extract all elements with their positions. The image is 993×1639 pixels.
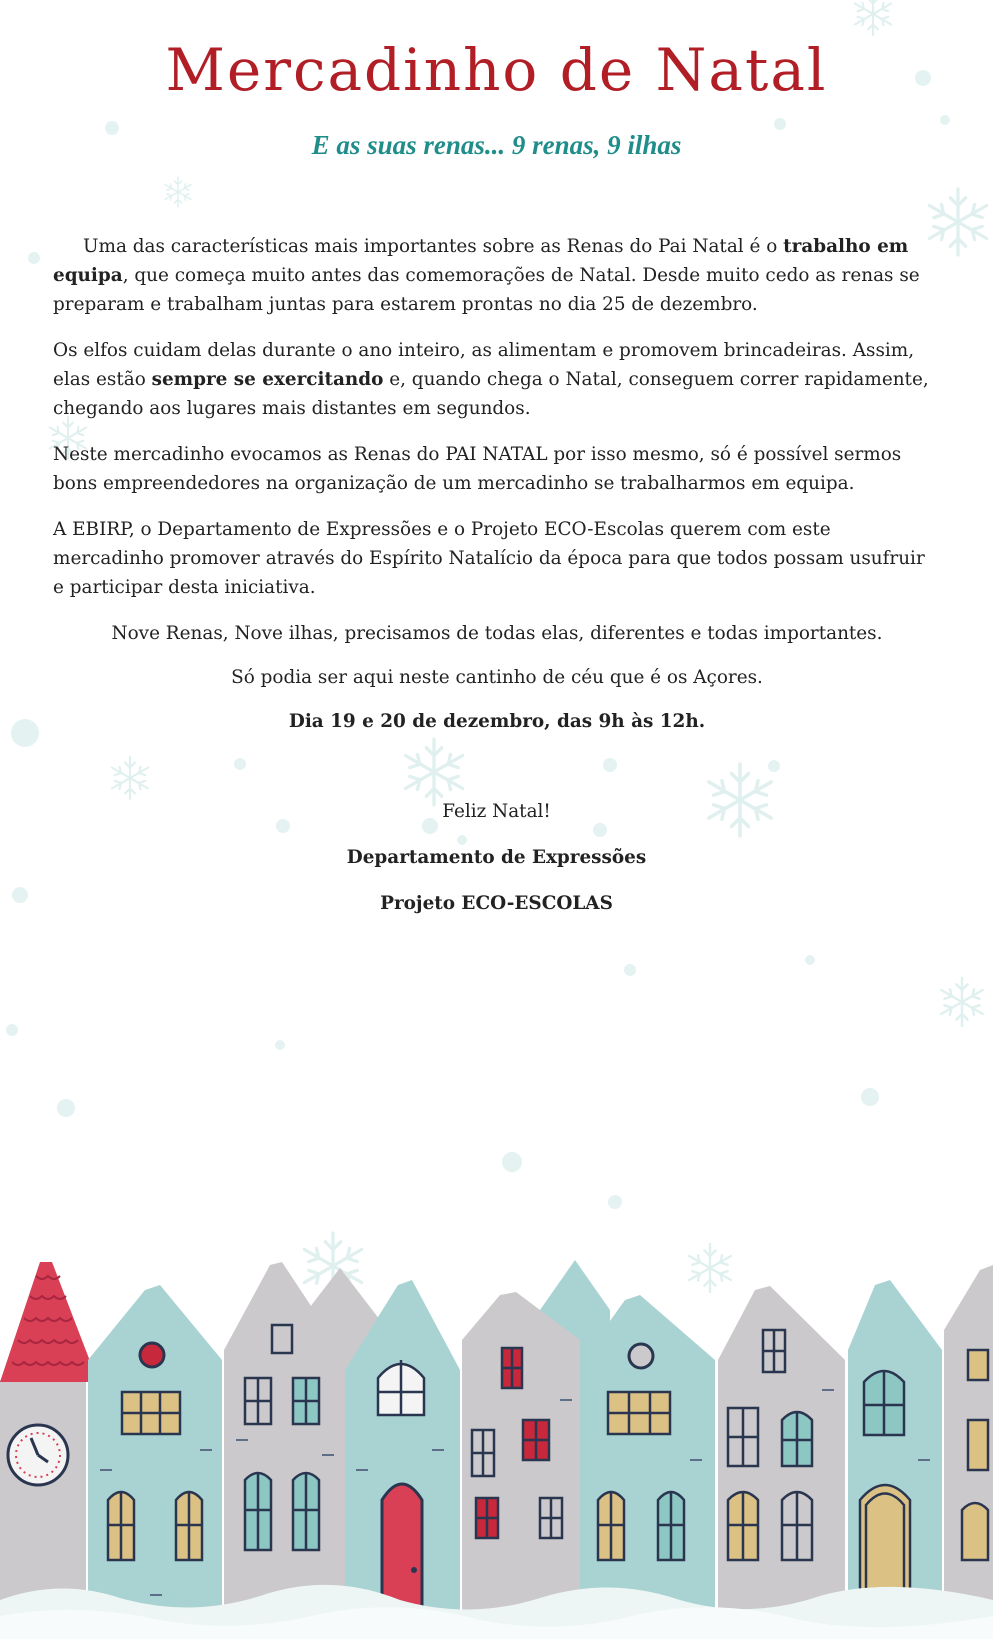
snowflake-icon [112, 757, 148, 799]
emphasis-teamwork: trabalho em equipa [53, 236, 909, 286]
paragraph-organizers: A EBIRP, o Departamento de Expressões e o Projeto ECO-Escolas querem com este mercadinho promover através do Espírito Natalício da época para que todos possam usufruir e participar desta iniciativa. [53, 519, 925, 598]
snowflake-icon [165, 177, 191, 207]
paragraph-nine-reindeer: Nove Renas, Nove ilhas, precisamos de todas elas, diferentes e todas importantes. [111, 623, 883, 644]
paragraph-azores: Só podia ser aqui neste cantinho de céu que é os Açores. [231, 667, 763, 688]
house [462, 1292, 580, 1639]
signature-block [0, 797, 993, 935]
house [88, 1285, 222, 1639]
signature-project: Projeto ECO-ESCOLAS [380, 893, 613, 914]
snowflake-icon [941, 978, 983, 1026]
emphasis-exercise: sempre se exercitando [151, 369, 384, 390]
snowflake-icon [855, 0, 891, 35]
greeting: Feliz Natal! [442, 801, 551, 822]
body-text [53, 232, 941, 751]
paragraph-market: Neste mercadinho evocamos as Renas do PAI NATAL por isso mesmo, só é possível sermos bons empreendedores na organização de um mercadinho se trabalharmos em equipa. [53, 444, 902, 494]
paragraph-teamwork: Uma das características mais importantes sobre as Renas do Pai Natal é o trabalho em equipa, que começa muito antes das comemorações de Natal. Desde muito cedo as renas se preparam e trabalham juntas para estarem prontas no dia 25 de dezembro. [53, 236, 920, 315]
page-title: Mercadinho de Natal [165, 36, 828, 104]
paragraph-elves: Os elfos cuidam delas durante o ano inteiro, as alimentam e promovem brincadeiras. Assim, elas estão sempre se exercitando e, quando chega o Natal, conseguem correr rapidamente, chegando aos lugares mais distantes em segundos. [53, 340, 929, 419]
page-subtitle: E as suas renas... 9 renas, 9 ilhas [311, 130, 682, 160]
house [582, 1295, 715, 1639]
clock-tower [0, 1262, 98, 1639]
signature-department: Departamento de Expressões [346, 847, 647, 868]
christmas-village [0, 1260, 993, 1639]
house [944, 1265, 993, 1639]
snowflake-icon [689, 1244, 731, 1292]
clock-icon [8, 1425, 68, 1485]
house [718, 1286, 845, 1639]
event-date: Dia 19 e 20 de dezembro, das 9h às 12h. [288, 711, 706, 732]
